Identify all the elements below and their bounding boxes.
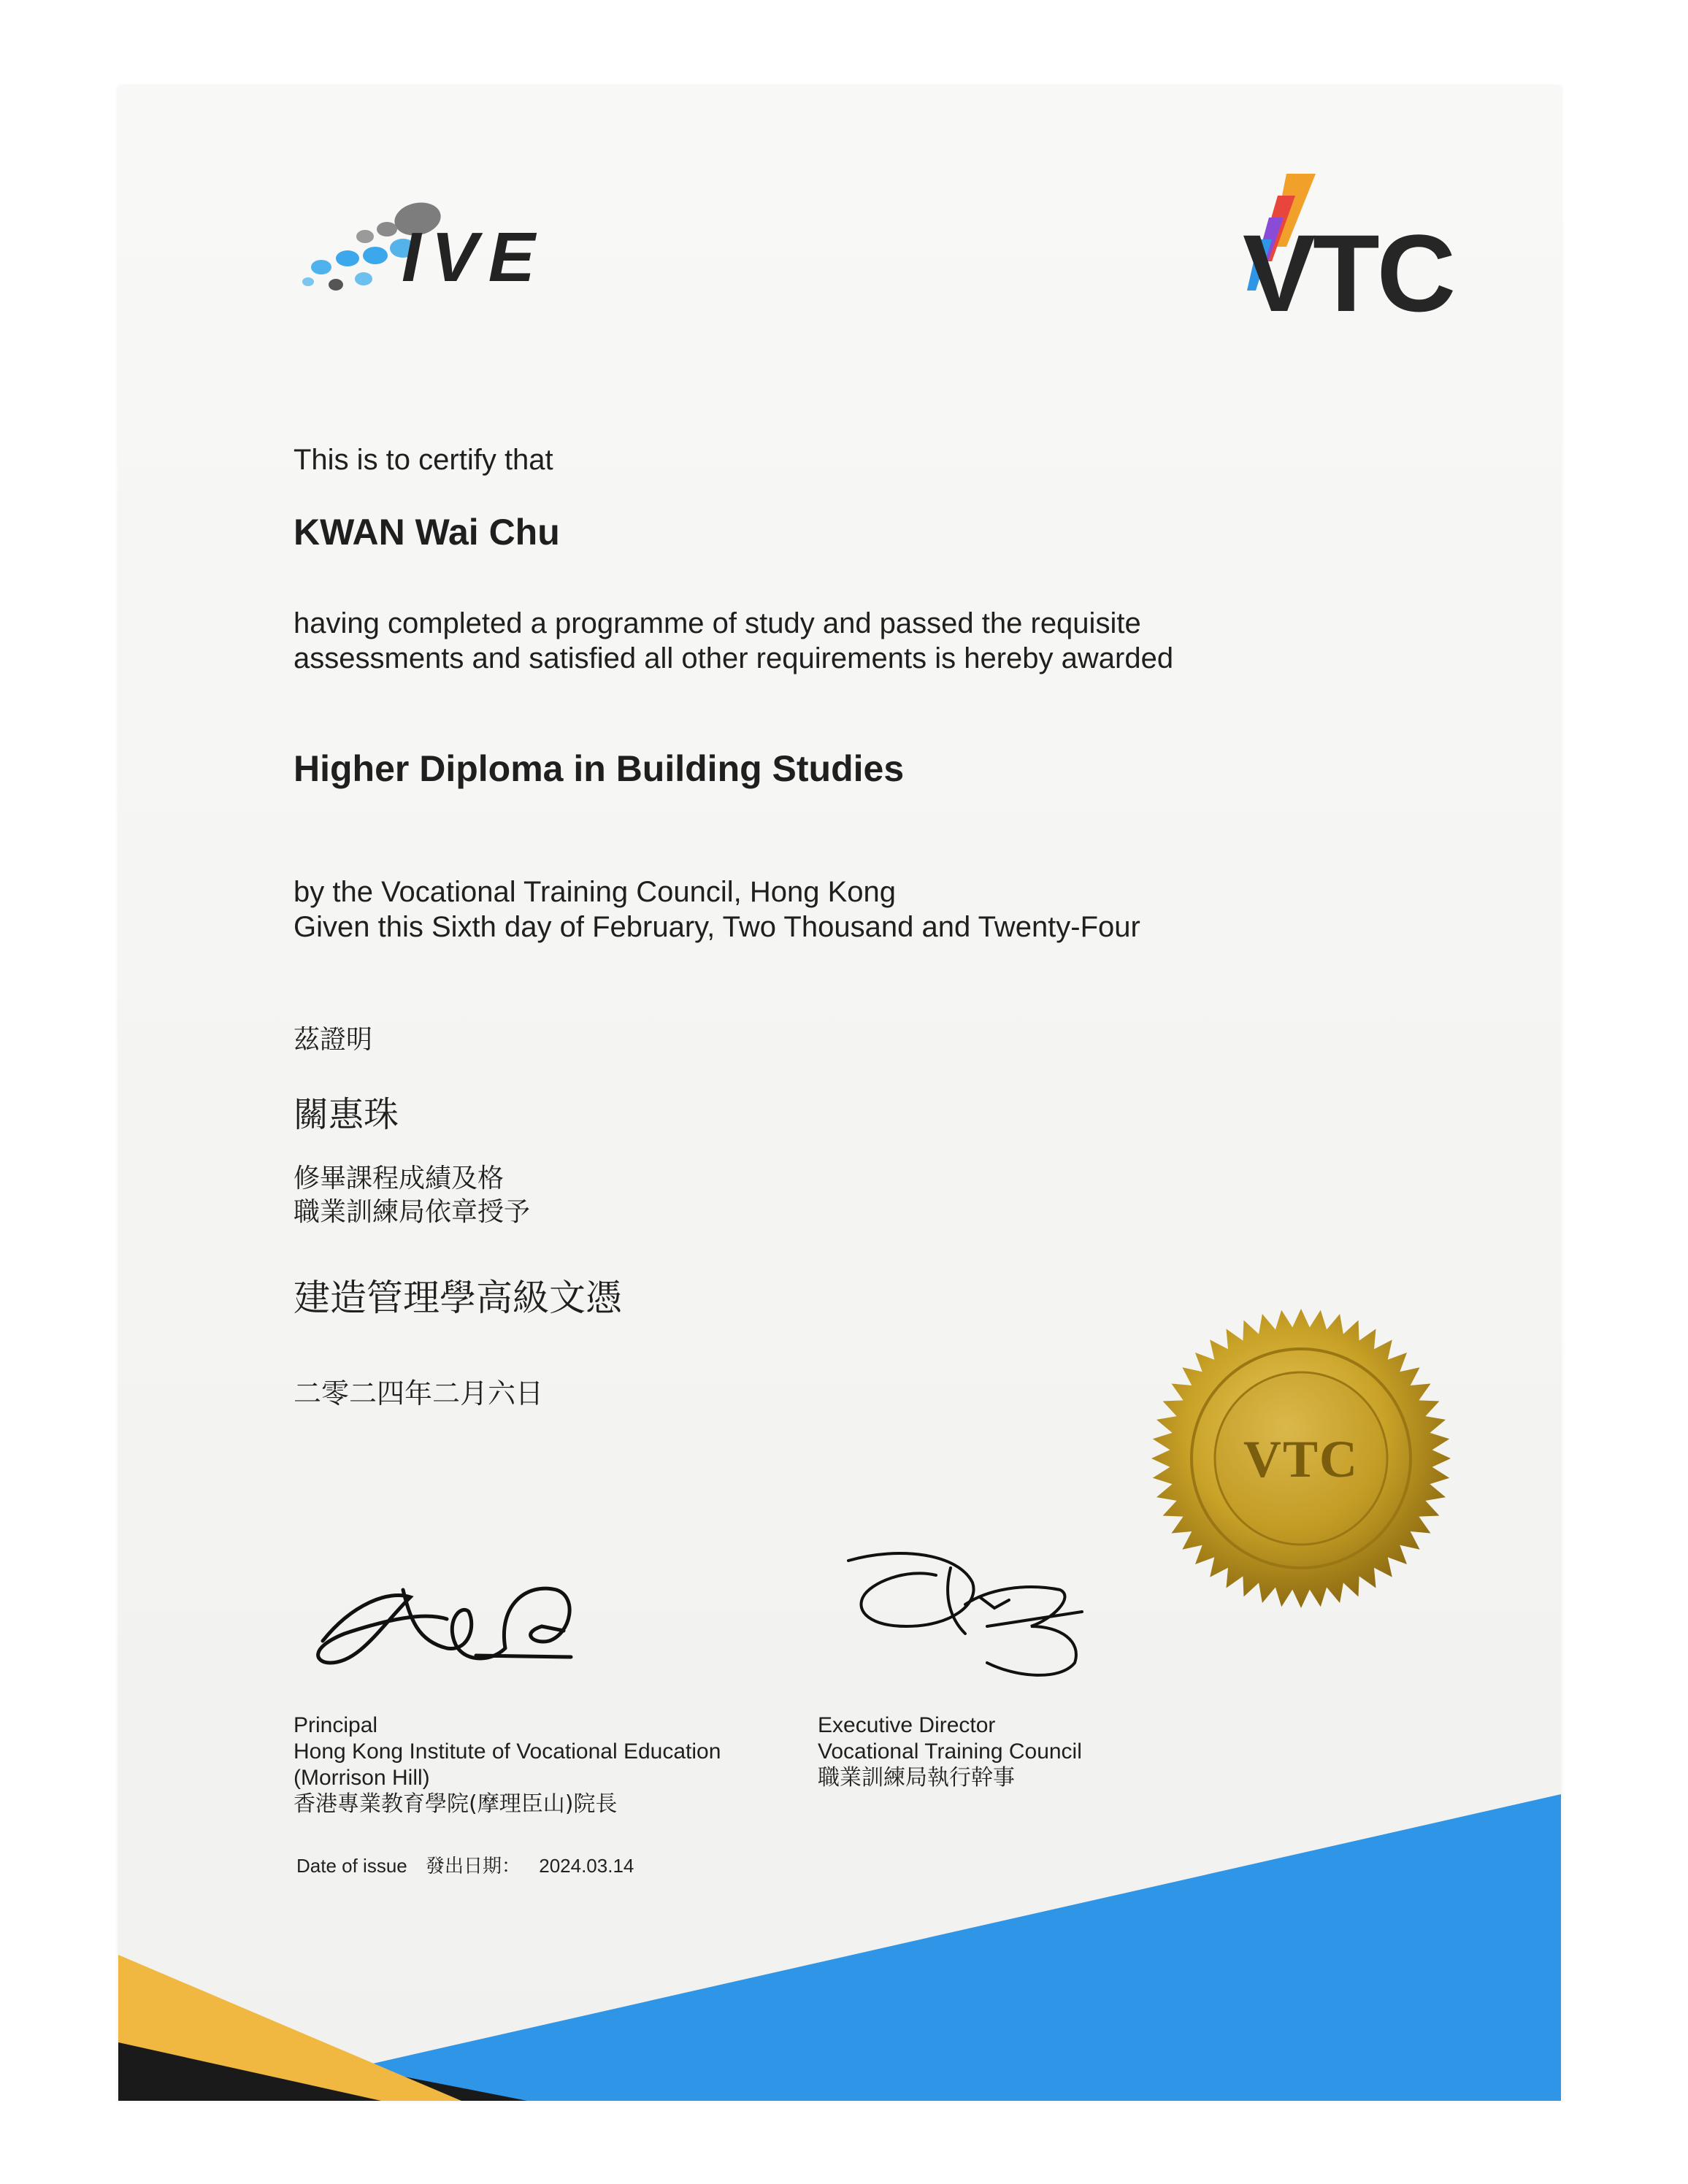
principal-signature — [301, 1561, 593, 1677]
signatory-org: Vocational Training Council — [818, 1739, 1082, 1764]
award-title: Higher Diploma in Building Studies — [294, 748, 905, 789]
seal-emblem: VTC — [1243, 1430, 1359, 1488]
signatory-title: Executive Director — [818, 1713, 996, 1737]
given-date-line: Given this Sixth day of February, Two Thousand and Twenty-Four — [294, 911, 1140, 943]
issue-label-zh: 發出日期： — [425, 1856, 521, 1877]
statement-line: having completed a programme of study and passed the requisite — [294, 607, 1141, 639]
vtc-wordmark: VTC — [1243, 212, 1453, 334]
certify-intro: This is to certify that — [294, 444, 553, 476]
issue-date: 2024.03.14 — [539, 1855, 634, 1877]
statement-line-zh: 職業訓練局依章授予 — [294, 1197, 531, 1227]
decorative-corner-bands — [118, 1794, 1561, 2101]
statement-line: assessments and satisfied all other requirements is hereby awarded — [294, 642, 1174, 674]
executive-director-signature — [841, 1539, 1104, 1685]
issuer-line: by the Vocational Training Council, Hong Kong — [294, 876, 896, 908]
gold-seal — [1148, 1305, 1454, 1612]
recipient-name-zh: 關惠珠 — [294, 1094, 399, 1135]
signatory-org: Hong Kong Institute of Vocational Education — [294, 1739, 721, 1764]
statement-line-zh: 修畢課程成績及格 — [294, 1164, 505, 1193]
signatory-title-zh: 香港專業教育學院(摩理臣山)院長 — [294, 1791, 618, 1817]
vtc-logo — [1177, 166, 1453, 334]
completion-statement — [294, 606, 1173, 676]
certificate-paper — [118, 86, 1561, 2101]
completion-statement-zh — [294, 1162, 530, 1229]
recipient-name: KWAN Wai Chu — [294, 512, 560, 553]
ive-logo — [294, 196, 600, 305]
signatory-org: (Morrison Hill) — [294, 1766, 430, 1790]
certify-intro-zh: 茲證明 — [294, 1025, 373, 1055]
signatory-title-zh: 職業訓練局執行幹事 — [818, 1765, 1015, 1791]
issuer-statement — [294, 874, 1140, 945]
blue-band — [337, 1794, 1561, 2101]
award-title-zh: 建造管理學高級文憑 — [294, 1277, 622, 1319]
executive-director-signatory-block — [818, 1712, 1082, 1791]
issue-label-en: Date of issue — [296, 1855, 407, 1877]
signatory-title: Principal — [294, 1713, 378, 1737]
signature-icon — [841, 1539, 1104, 1685]
ive-wordmark: IVE — [402, 218, 545, 296]
signature-icon — [301, 1561, 593, 1677]
given-date-zh: 二零二四年二月六日 — [294, 1377, 544, 1410]
